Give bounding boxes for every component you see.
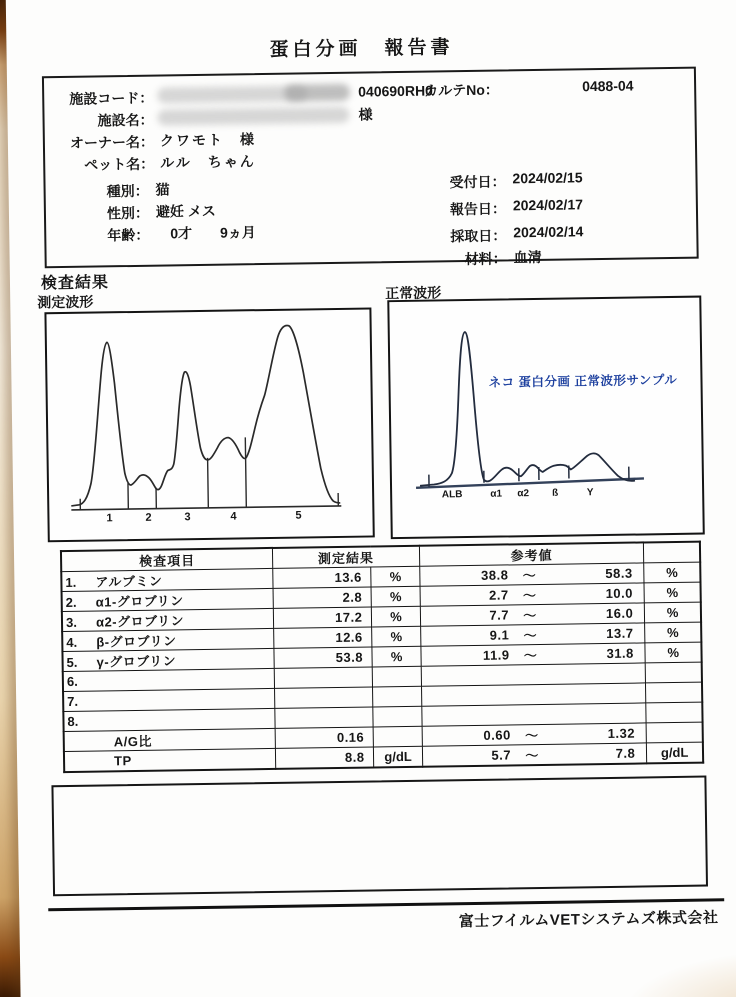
reference-range-values	[425, 723, 643, 745]
reference-unit	[645, 662, 701, 683]
result-value	[275, 707, 374, 728]
result-unit: g/dL	[374, 746, 422, 767]
species-label: 種別：	[106, 182, 149, 200]
reference-unit: %	[644, 562, 700, 583]
item-name: A/G比	[113, 733, 153, 750]
sex-label: 性別：	[106, 204, 150, 222]
item-number: 8.	[67, 713, 79, 730]
reference-range	[422, 743, 647, 767]
range-low: 5.7	[491, 747, 512, 763]
result-value	[275, 687, 374, 708]
range-tilde: ～	[522, 568, 537, 584]
result-value: 53.8	[274, 647, 373, 668]
material-value: 血清	[513, 248, 542, 266]
result-unit: %	[371, 566, 419, 587]
result-unit: %	[371, 586, 419, 607]
range-high: 1.32	[607, 725, 636, 741]
range-tilde: ～	[524, 728, 539, 744]
redacted-facility-name	[157, 107, 349, 126]
reference-unit: %	[645, 602, 701, 623]
result-unit: %	[372, 626, 420, 647]
result-unit	[373, 686, 421, 707]
normal-waveform-annotation: ネコ 蛋白分画 正常波形サンプル	[488, 372, 678, 390]
item-number: 4.	[66, 634, 78, 651]
karte-no-value: 0488-04	[582, 77, 634, 95]
range-tilde: ～	[522, 588, 537, 604]
karte-no-label: カルテNo：	[424, 81, 499, 99]
item-number: 2.	[65, 594, 77, 611]
result-value: 12.6	[274, 627, 373, 648]
results-table-wrap	[60, 541, 704, 773]
result-unit: %	[372, 646, 420, 667]
axis-tick-label: 3	[184, 511, 191, 524]
result-unit	[374, 726, 422, 747]
patient-info-box	[42, 67, 699, 269]
item-number: 1.	[65, 574, 77, 591]
range-tilde: ～	[523, 648, 538, 664]
company-name: 富士フイルムVETシステムズ株式会社	[458, 909, 719, 931]
pet-name-label: ペット名：	[84, 155, 155, 173]
item-cell	[64, 748, 276, 772]
item-name: α1-グロブリン	[95, 593, 184, 610]
reference-range-values	[423, 583, 641, 605]
range-low: 7.7	[489, 607, 510, 623]
result-value: 2.8	[273, 587, 372, 608]
range-high: 58.3	[605, 565, 633, 582]
col-header-reference: 参考値	[419, 542, 644, 566]
item-name: α2-グロブリン	[95, 613, 185, 630]
item-number: 6.	[66, 673, 78, 690]
reference-range-values	[426, 743, 644, 765]
material-label: 材料：	[464, 250, 507, 268]
reference-unit	[646, 722, 702, 743]
axis-tick-label: 2	[145, 511, 152, 524]
range-low: 0.60	[483, 727, 511, 743]
normal-waveform-chart	[387, 296, 705, 540]
measured-waveform-curve	[46, 309, 372, 535]
item-name: TP	[113, 753, 132, 769]
reference-unit: %	[644, 582, 700, 603]
reference-range-values	[423, 603, 641, 625]
reference-range-values	[424, 643, 642, 665]
result-unit	[373, 666, 421, 687]
report-title: 蛋白分画 報告書	[269, 37, 454, 61]
normal-waveform-label: 正常波形	[385, 284, 442, 302]
col-header-result: 測定結果	[273, 546, 420, 569]
axis-tick-label: α2	[517, 488, 530, 500]
item-name: アルブミン	[95, 573, 163, 590]
item-number: 3.	[65, 614, 77, 631]
comment-box	[51, 776, 708, 897]
measured-waveform-label: 測定波形	[37, 293, 94, 311]
result-value: 13.6	[273, 567, 372, 588]
range-high: 13.7	[606, 625, 634, 642]
range-high: 16.0	[605, 605, 634, 622]
reference-unit	[646, 682, 702, 703]
item-name: β-グロブリン	[96, 633, 177, 650]
range-tilde: ～	[525, 748, 539, 764]
report-date-value: 2024/02/17	[512, 196, 584, 214]
axis-tick-label: α1	[490, 488, 503, 500]
result-value: 8.8	[276, 747, 375, 769]
range-low: 11.9	[482, 647, 510, 663]
reference-range-values	[424, 623, 642, 645]
range-high: 10.0	[605, 585, 634, 602]
age-label: 年齢：	[107, 226, 150, 244]
facility-name-label: 施設名：	[97, 111, 154, 129]
facility-code-label: 施設コード：	[69, 89, 154, 107]
axis-tick-label: 5	[295, 509, 302, 522]
reception-date-value: 2024/02/15	[512, 169, 583, 187]
report-date-label: 報告日：	[449, 200, 507, 218]
item-number: 7.	[67, 693, 79, 710]
range-low: 2.7	[489, 587, 509, 603]
axis-tick-label: 1	[106, 512, 113, 525]
range-tilde: ～	[523, 608, 537, 624]
facility-code-value: 040690RH0	[358, 82, 434, 100]
age-value: 0才 9ヵ月	[170, 224, 256, 242]
reference-unit: %	[645, 622, 701, 643]
collection-date-value: 2024/02/14	[513, 223, 584, 241]
reference-unit	[646, 702, 702, 723]
reference-range-values	[423, 563, 641, 585]
reference-unit: %	[645, 642, 701, 663]
owner-value: クワモト 様	[159, 131, 256, 149]
results-table	[60, 541, 704, 773]
item-number: 5.	[66, 654, 78, 671]
item-name: γ-グロブリン	[96, 653, 177, 670]
pet-name-value: ルル ちゃん	[160, 153, 256, 171]
reference-unit: g/dL	[647, 742, 704, 763]
col-header-item: 検査項目	[61, 548, 273, 572]
axis-tick-label: Y	[586, 487, 594, 499]
result-unit	[373, 706, 421, 727]
facility-name-suffix: 様	[358, 106, 373, 123]
redacted-facility-code-2	[284, 84, 350, 102]
axis-tick-label: ß	[552, 487, 559, 499]
report-paper	[6, 0, 736, 997]
range-low: 38.8	[480, 567, 509, 583]
axis-tick-label: ALB	[441, 489, 463, 501]
result-unit: %	[372, 606, 420, 627]
range-high: 7.8	[615, 745, 636, 761]
species-value: 猫	[155, 181, 170, 198]
range-tilde: ～	[523, 628, 538, 644]
result-value	[274, 667, 373, 688]
reception-date-label: 受付日：	[449, 173, 506, 191]
section-heading: 検査結果	[40, 274, 110, 293]
result-value: 0.16	[275, 727, 374, 748]
range-high: 31.8	[606, 645, 634, 661]
axis-tick-label: 4	[230, 510, 237, 523]
owner-label: オーナー名：	[69, 133, 155, 151]
range-low: 9.1	[489, 627, 510, 643]
collection-date-label: 採取日：	[450, 227, 507, 245]
sex-value: 避妊 メス	[155, 202, 216, 220]
measured-waveform-chart	[44, 307, 374, 542]
result-value: 17.2	[273, 607, 372, 628]
col-header-unit	[644, 542, 701, 563]
